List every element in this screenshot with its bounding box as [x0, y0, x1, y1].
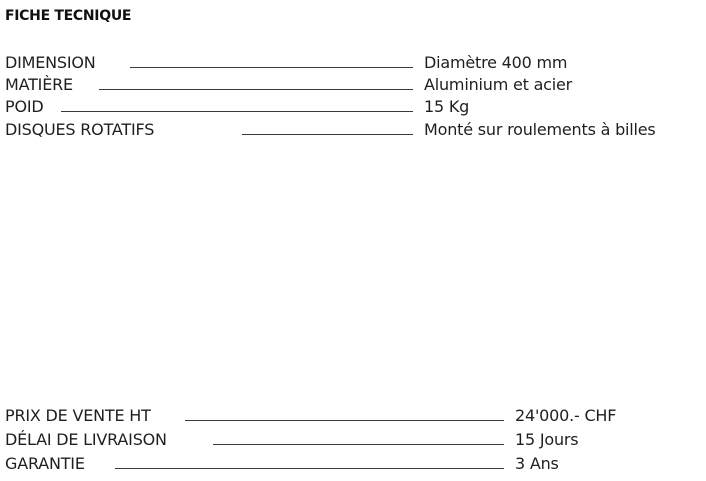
pricing-value: 15 Jours — [515, 430, 579, 449]
page-title: FICHE TECNIQUE — [5, 8, 132, 24]
pricing-row-prix — [5, 405, 705, 427]
pricing-row-delai — [5, 429, 705, 451]
leader-line — [242, 134, 413, 135]
spec-label: POID — [5, 97, 44, 116]
spec-value: Diamètre 400 mm — [424, 53, 568, 72]
pricing-label: PRIX DE VENTE HT — [5, 406, 151, 425]
spec-value: Aluminium et acier — [424, 75, 573, 94]
leader-line — [130, 67, 413, 68]
spec-row-dimension — [5, 52, 705, 74]
spec-label: DISQUES ROTATIFS — [5, 120, 155, 139]
leader-line — [61, 111, 413, 112]
leader-line — [213, 444, 504, 445]
leader-line — [99, 89, 413, 90]
pricing-label: DÉLAI DE LIVRAISON — [5, 430, 167, 449]
spec-value: Monté sur roulements à billes — [424, 120, 656, 139]
leader-line — [185, 420, 504, 421]
leader-line — [115, 468, 504, 469]
pricing-value: 3 Ans — [515, 454, 559, 473]
spec-row-poid — [5, 96, 705, 118]
spec-row-disques-rotatifs — [5, 119, 705, 141]
spec-value: 15 Kg — [424, 97, 470, 116]
spec-row-matiere — [5, 74, 705, 96]
pricing-value: 24'000.- CHF — [515, 406, 617, 425]
pricing-row-garantie — [5, 453, 705, 475]
pricing-label: GARANTIE — [5, 454, 85, 473]
spec-label: MATIÈRE — [5, 75, 73, 94]
spec-label: DIMENSION — [5, 53, 96, 72]
